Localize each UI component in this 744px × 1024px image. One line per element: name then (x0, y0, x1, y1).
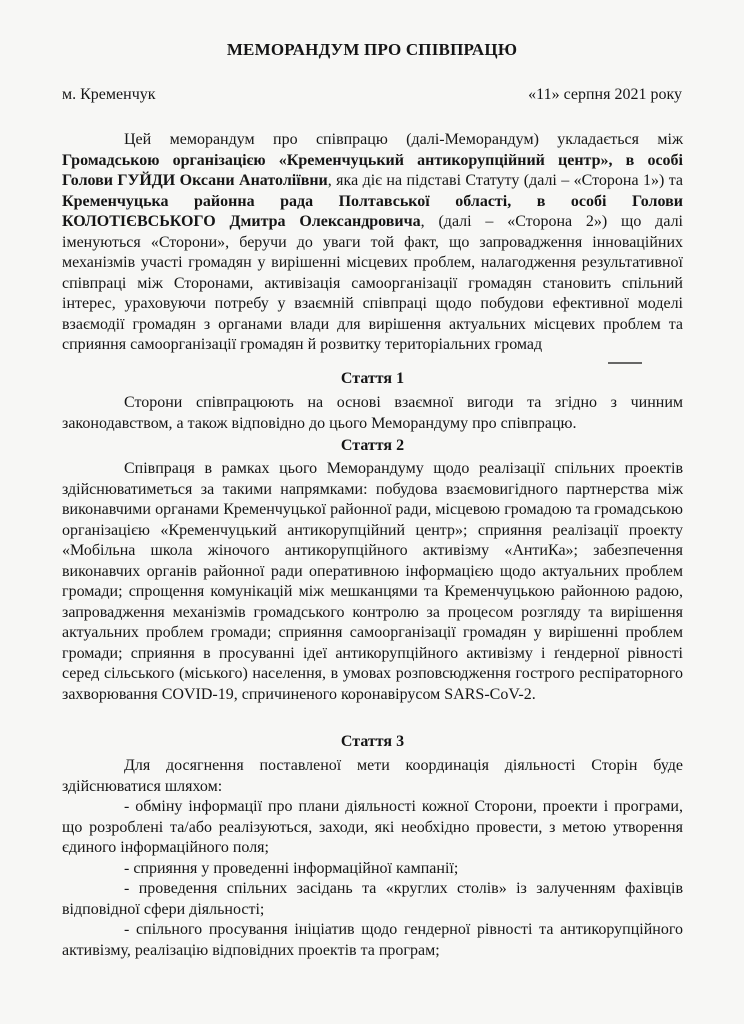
scan-mark (608, 362, 642, 364)
list-item: - спільного просування ініціатив щодо гендерної рівності та антикорупційного активізму, реалізацію відповідних проектів та програм; (62, 921, 683, 959)
article-3-body (62, 756, 683, 961)
preamble-paragraph: Цей меморандум про співпрацю (далі-Меморандум) укладається між Громадською організацією «Кременчуцький антикорупційний центр», в особі Голови ГУЙДИ Оксани Анатоліївни, яка діє на підставі Статуту (далі – «Сторона 1») та Кременчуцька районна рада Полтавської області, в особі Голови КОЛОТІЄВСЬКОГО Дмитра Олександровича, (далі – «Сторона 2») що далі іменуються «Сторони», беручи до уваги той факт, що запровадження інноваційних механізмів участі громадян у вирішенні місцевих проблем, налагодження результативної співпраці між Сторонами, активізація самоорганізації громадян становить спільний інтерес, ураховуючи потребу у взаємній співпраці щодо побудови ефективної моделі взаємодії громадян з органами влади для вирішення актуальних місцевих проблем та сприяння самоорганізації громадян й розвитку територіальних громад (62, 131, 684, 353)
document-title: МЕМОРАНДУМ ПРО СПІВПРАЦЮ (226, 40, 518, 59)
place: м. Кременчук (62, 86, 156, 103)
list-item: - проведення спільних засідань та «круглих столів» із залученням фахівців відповідної сфери діяльності; (62, 880, 683, 918)
article-2-text: Співпраця в рамках цього Меморандуму щодо реалізації спільних проектів здійснюватиметься за такими напрямками: побудова взаємовигідного партнерства між виконавчими органами Кременчуцької районної ради, місцевою громадою та громадською організацією «Кременчуцький антикорупційний центр»; сприяння реалізації проекту «Мобільна школа жіночого антикорупційного активізму «АнтиКа»; забезпечення виконавчих органів районної ради оперативною інформацією щодо актуальних проблем громади; спрощення комунікацій між мешканцями та Кременчуцькою районною радою, запровадження механізмів громадського контролю за процесом розгляду та вирішення актуальних проблем громади; сприяння самоорганізації громадян у вирішенні проблем громади; сприяння в просуванні ідеї антикорупційного активізму і ґендерної рівності серед сільського (міського) населення, в умовах розповсюдження гострого респіраторного захворювання COVID-19, спричиненого коронавірусом SARS-CoV-2. (62, 460, 683, 703)
list-item: - сприяння у проведенні інформаційної кампанії; (124, 859, 459, 877)
article-1-heading: Стаття 1 (340, 370, 405, 387)
article-1-text: Сторони співпрацюють на основі взаємної вигоди та згідно з чинним законодавством, а також відповідно до цього Меморандуму про співпрацю. (62, 394, 683, 432)
article-2-heading: Стаття 2 (340, 437, 405, 454)
article-3-heading: Стаття 3 (340, 733, 405, 750)
party-2: Кременчуцька районна рада Полтавської області, в особі Голови КОЛОТІЄВСЬКОГО Дмитра Олександровича (62, 192, 683, 230)
article-3-intro: Для досягнення поставленої мети координація діяльності Сторін буде здійснюватися шляхом: (62, 757, 683, 795)
party-1: Громадською організацією «Кременчуцький антикорупційний центр», в особі Голови ГУЙДИ Оксани Анатоліївни (62, 151, 683, 189)
list-item: - обміну інформації про плани діяльності кожної Сторони, проекти і програми, що розроблені та/або реалізуються, заходи, які необхідно провести, з метою утворення єдиного інформаційного поля; (62, 798, 683, 856)
date: «11» серпня 2021 року (528, 86, 682, 103)
preamble (62, 130, 683, 356)
place-date-line (62, 86, 682, 104)
